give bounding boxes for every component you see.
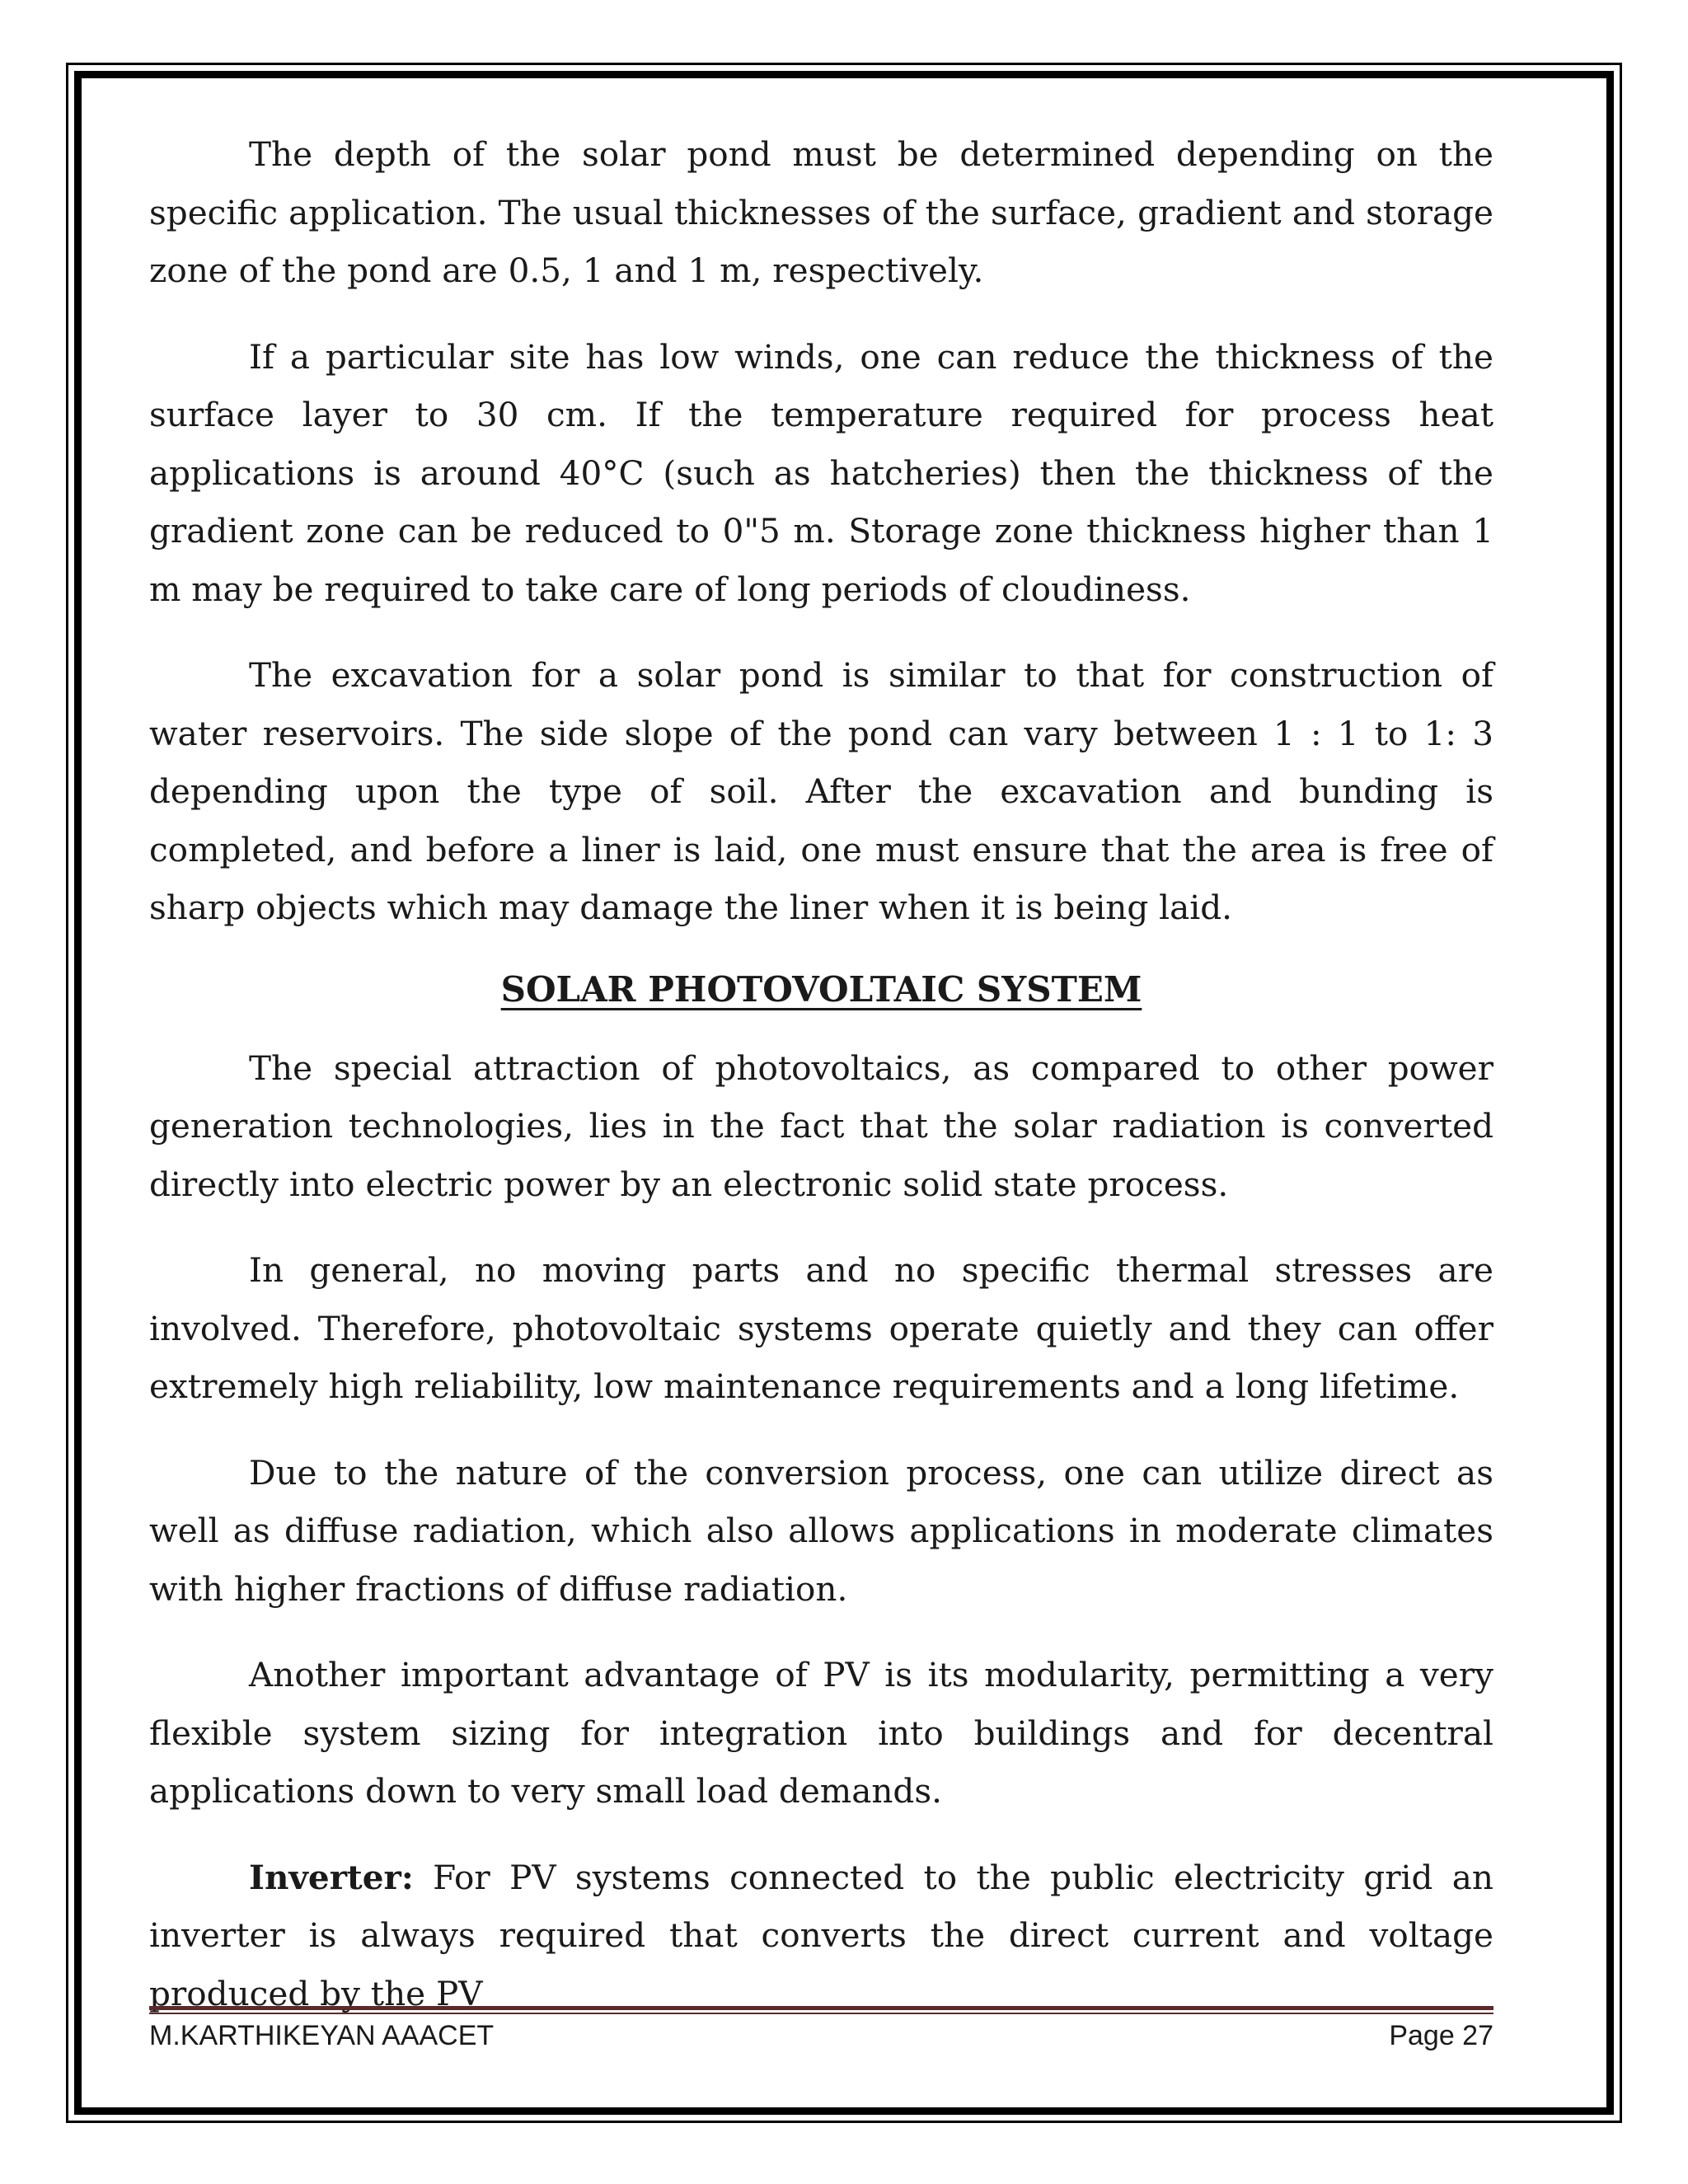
paragraph-pond-depth: The depth of the solar pond must be determined depending on the specific application. The usual thicknesses of the surface, gradient and storage zone of the pond are 0.5, 1 and 1 m, respectively. xyxy=(149,134,1493,290)
footer-rule xyxy=(149,2006,1493,2014)
page-content xyxy=(149,125,1493,2050)
footer-author: M.KARTHIKEYAN AAACET xyxy=(149,2020,495,2051)
paragraph-pv-attraction: The special attraction of photovoltaics, as compared to other power generation technologies, lies in the fact that the solar radiation is converted directly into electric power by an electronic solid state process. xyxy=(149,1047,1493,1204)
paragraph-low-winds: If a particular site has low winds, one can reduce the thickness of the surface layer to 30 cm. If the temperature required for process heat applications is around 40°C (such as hatcheries) then the thickness of the gradient zone can be reduced to 0"5 m. Storage zone thickness higher than 1 m may be required to take care of long periods of cloudiness. xyxy=(149,336,1493,609)
inverter-text: For PV systems connected to the public electricity grid an inverter is always required that converts the direct current and voltage produced by the PV xyxy=(149,1857,1493,2013)
paragraph-inverter xyxy=(149,1849,1493,2023)
page-footer xyxy=(149,2018,1493,2054)
paragraph-conversion-process: Due to the nature of the conversion process, one can utilize direct as well as diffuse radiation, which also allows applications in moderate climates with higher fractions of diffuse radiation. xyxy=(149,1452,1493,1609)
paragraph-no-moving-parts: In general, no moving parts and no specific thermal stresses are involved. Therefore, photovoltaic systems operate quietly and they can offer extremely high reliability, low maintenance requirements and a long lifetime. xyxy=(149,1250,1493,1406)
paragraph-excavation: The excavation for a solar pond is similar to that for construction of water reservoirs. The side slope of the pond can vary between 1 : 1 to 1: 3 depending upon the type of soil. After the excavation and bunding is completed, and before a liner is laid, one must ensure that the area is free of sharp objects which may damage the liner when it is being laid. xyxy=(149,655,1493,927)
footer-page-number: Page 27 xyxy=(1389,2020,1493,2051)
section-heading: SOLAR PHOTOVOLTAIC SYSTEM xyxy=(500,968,1142,1010)
inverter-lead: Inverter: xyxy=(249,1857,414,1897)
paragraph-modularity: Another important advantage of PV is its modularity, permitting a very flexible system sizing for integration into buildings and for decentral applications down to very small load demands. xyxy=(149,1655,1493,1811)
